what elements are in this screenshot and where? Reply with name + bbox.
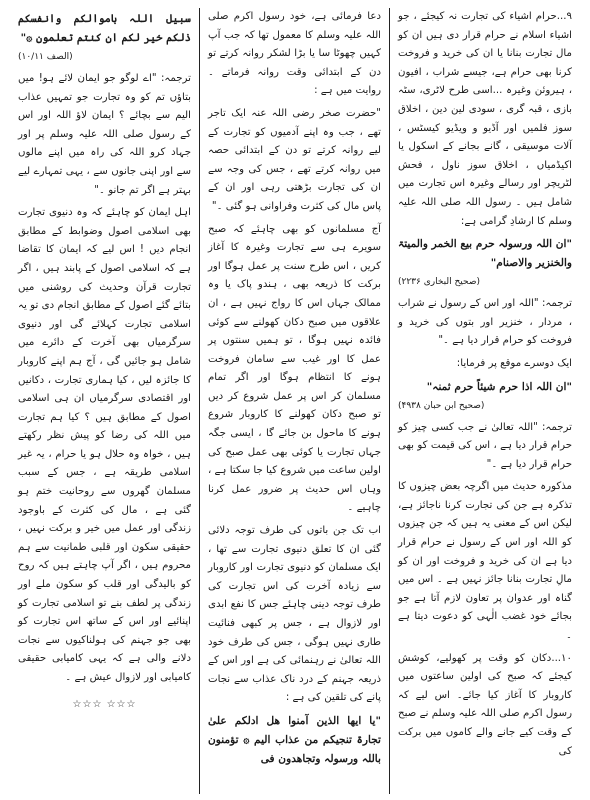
quote: "حضرت صخر رضی اللہ عنہ ایک تاجر تھے ، جب وہ اپنے آدمیوں کو تجارت کے لیے روانہ کرتے تو دن کے ابتدائی حصہ میں روانہ کرتے تھے ، جس کی وجہ سے ان کی تجارت بڑھتی رہی اور ان کے پاس مال کی کثرت وفراوانی ہو گئی ۔" bbox=[208, 107, 381, 212]
three-column-layout bbox=[10, 8, 580, 794]
column-middle bbox=[200, 8, 390, 794]
arabic-verse: "یا ایھا الذین آمنوا ھل ادلکم علیٰ تجارۃ تنجیکم من عذاب الیم ۞ تؤمنون باللہ ورسولہ وتجاھدون فی bbox=[208, 714, 381, 765]
reference: (الصف ۱۰/۱۱) bbox=[18, 52, 73, 62]
paragraph: ۹...حرام اشیاء کی تجارت نہ کیجئے ، جو اشیاء اسلام نے حرام قرار دی ہیں ان کو مال تجارت بنانا یا ان کی خرید و فروخت کرنا بھی حرام ہے، جیسے شراب ، افیون ، ہیروئن وغیرہ ...اسی طرح لاٹری، سٹہ بازی ، قبہ گری ، سودی لین دین ، اخلاق سوز فلمیں اور آڈیو و ویڈیو کیسٹس ، آلات موسیقی ، گانے بجانے کے اسکول یا اکیڈمیاں ، اخلاق سوز ناول ، فحش لٹریچر اور رسالے وغیرہ اس تجارت میں شامل ہیں ۔ رسول اللہ صلی اللہ علیہ وسلم کا ارشادِ گرامی ہے: bbox=[398, 11, 572, 227]
paragraph: مذکورہ حدیث میں اگرچہ بعض چیزوں کا تذکرہ ہے جن کی تجارت کرنا ناجائز ہے، لیکن اس کے معنی یہ ہیں کہ جن چیزوں کو اللہ اور اس کے رسول نے حرام قرار دیا ہے ان کی خرید و فروخت اور ان کو مالِ تجارت بنانا جائز نہیں ہے ۔ اس میں گناہ اور عدوان پر تعاون لازم آتا ہے جو بجائے خود غضب الٰہی کو دعوت دیتا ہے ۔ bbox=[398, 481, 572, 642]
paragraph: دعا فرمائی ہے، خود رسول اکرم صلی اللہ علیہ وسلم کا معمول تھا کہ جب آپ کہیں چھوٹا سا یا بڑا لشکر روانہ کرتے تو دن کے ابتدائی وقت روانہ فرماتے ۔ روایت میں ہے : bbox=[208, 11, 381, 97]
paragraph: ۱۰...دکان کو وقت پر کھولیے، کوشش کیجئے کہ صبح کی اولین ساعتوں میں کاروبار کا آغاز کیا جائے۔ اس لیے کہ رسول اکرم صلی اللہ علیہ وسلم نے صبح کے وقت کیے جانے والے کاموں میں برکت کی bbox=[398, 652, 572, 757]
arabic-verse: سبیل اللہ باموالکم وانفسکم ذلکم خیر لکم ان کنتم تعلمون ۞" bbox=[18, 13, 191, 44]
paragraph: ایک دوسرے موقع پر فرمایا: bbox=[456, 357, 572, 369]
paragraph: اہل ایمان کو چاہئے کہ وہ دنیوی تجارت بھی اسلامی اصول وضوابط کے مطابق انجام دیں ! اس لیے کہ ایمان کا تقاضا ہے کہ اسلامی اصول کے پابند ہیں ، اگر تجارت قرآن وحدیث کی روشنی میں بتائے گئے اصول کے مطابق انجام دی تو یہ اسلامی تجارت کہلائے گی اور دنیوی سرگرمیاں بھی آخرت کے دائرے میں شامل ہو جائیں گی ، آج ہم اپنے کاروبار کا جائزہ لیں ، کیا ہماری تجارت ، دکانیں اور اقتصادی سرگرمیاں ان ہی اسلامی اصول کے مطابق ہیں ؟ کیا ہم تجارت میں اللہ کی رضا کو پیش نظر رکھتے ہیں ، خواہ وہ حلال ہو یا حرام ، یہ غیر اسلامی طریقہ ہے ، جس کے سبب مسلمان گھروں سے روحانیت ختم ہو گئی ہے ، مال کی کثرت کے باوجود زندگی اور عمل میں خیر و برکت نہیں ، حقیقی سکون اور قلبی طمانیت سے ہم محروم ہیں ، اگر آپ چاہتے ہیں کہ روح کو بالیدگی اور قلب کو سکون ملے اور زندگی پر لطف بنے تو اسلامی تجارت کو اپنائیے اور اس کے ساتھ اس تجارت کو بھی جو جہنم کی ہولناکیوں سے نجات دلانے والی ہے کہ یہی کامیابی حقیقی کامیابی اور لازوال عیش ہے ۔ bbox=[18, 207, 191, 683]
translation: ترجمہ: "اللہ اور اس کے رسول نے شراب ، مردار ، خنزیر اور بتوں کی خرید و فروخت کو حرام قرار دیا ہے ۔" bbox=[398, 298, 572, 347]
column-left bbox=[10, 8, 200, 794]
arabic-hadith: "ان اللہ اذا حرم شیئاً حرم ثمنہ" bbox=[426, 380, 572, 393]
reference: (صحیح البخاری ۲۲۳۶) bbox=[398, 277, 480, 288]
paragraph: آج مسلمانوں کو بھی چاہئے کہ صبح سویرے ہی سے تجارت وغیرہ کا آغاز کریں ، اس طرح سنت پر عمل ہوگا اور برکت کا ذریعہ بھی ، ہندو پاک یا وہ ممالک جہاں اس کا رواج نہیں ہے ، ان علاقوں میں صبح دکان کھولنے سے کوئی فائدہ نہیں ہوگا ، تو ہمیں سنتوں پر عمل کا اور غیب سے سامان فروخت ہونے کا انتظام ہوگا اور اگر تمام مسلمان کر اس پر عمل شروع کر دیں تو صبح دکان کھولنے کا کاروبار شروع ہونے کا ماحول بن جائے گا ، ایسی جگہ جہاں تجارت یا کوئی بھی عمل صبح کی اولین ساعت میں شروع کیا جا سکتا ہے ، وہاں اس حدیث پر ضرور عمل کرنا چاہیے ۔ bbox=[208, 223, 381, 514]
reference: (صحیح ابن حبان ۴۹۳۸) bbox=[398, 400, 485, 411]
paragraph: اب تک جن باتوں کی طرف توجہ دلائی گئی ان کا تعلق دنیوی تجارت سے تھا ، ایک مسلمان کو دنیوی تجارت اور کاروبار سے زیادہ آخرت کی اس تجارت کی طرف توجہ دینی چاہئے جس کا نفع ابدی اور لازوال ہے ، جس پر کبھی فنائیت طاری نہیں ہوگی ، جس کی طرف خود اللہ تعالیٰ نے رہنمائی کی ہے اور اس کے ذریعہ جہنم کے درد ناک عذاب سے نجات پانے کی تلقین کی ہے : bbox=[208, 525, 381, 704]
column-right bbox=[390, 8, 580, 794]
end-stars: ☆☆☆ ☆☆☆ bbox=[72, 698, 137, 710]
arabic-hadith: "ان اللہ ورسولہ حرم بیع الخمر والمیتۃ والخنزیر والاصنام" bbox=[397, 238, 572, 270]
translation: ترجمہ: "اے لوگو جو ایمان لائے ہو! میں بتاؤں تم کو وہ تجارت جو تمہیں عذاب الیم سے بچائے ؟ ایمان لاؤ اللہ اور اس کے رسول صلی اللہ علیہ وسلم پر اور جہاد کرو اللہ کی راہ میں اپنے مالوں سے اور اپنی جانوں سے ، یہی تمہارے لیے بہتر ہے اگر تم جانو ۔" bbox=[18, 73, 191, 196]
translation: ترجمہ: "اللہ تعالیٰ نے جب کسی چیز کو حرام قرار دیا ہے ، اس کی قیمت کو بھی حرام قرار دیا ہے ۔" bbox=[398, 421, 572, 470]
